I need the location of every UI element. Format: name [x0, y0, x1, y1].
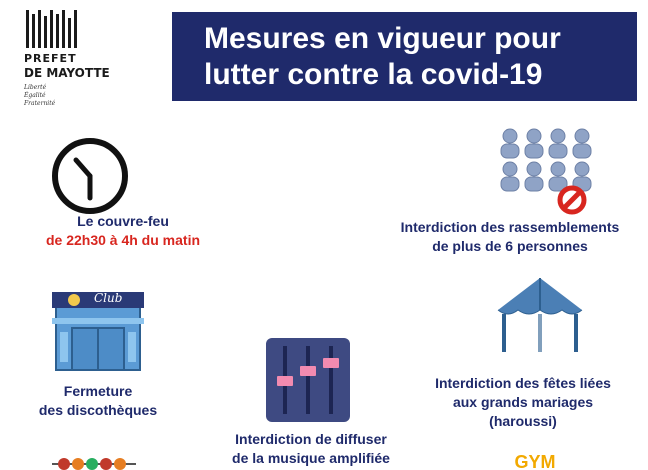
prefecture-logo	[24, 8, 164, 118]
title-line1: Mesures en vigueur pour	[204, 21, 561, 55]
logo-motto-1: Liberté	[24, 84, 47, 91]
weddings-line1: Interdiction des fêtes liées	[435, 375, 611, 391]
discos-line2: des discothèques	[38, 402, 158, 418]
gym-icon	[498, 452, 572, 470]
music-line2: de la musique amplifiée	[232, 450, 390, 466]
gatherings-caption	[372, 218, 648, 256]
mixer-icon	[266, 338, 350, 422]
title-line2: lutter contre la covid-19	[204, 57, 543, 91]
logo-motto-3: Fraternité	[24, 100, 56, 107]
curfew-caption	[0, 212, 246, 250]
discos-caption	[0, 382, 196, 420]
weddings-line2: aux grands mariages	[452, 394, 594, 410]
logo-line2: DE MAYOTTE	[24, 66, 110, 80]
curfew-line2: de 22h30 à 4h du matin	[45, 232, 201, 248]
crowd-forbidden-icon	[496, 124, 598, 216]
discos-line1: Fermeture	[63, 383, 133, 399]
music-line1: Interdiction de diffuser	[235, 431, 387, 447]
marianne-emblem-icon	[24, 8, 84, 50]
club-sign: Club	[94, 291, 123, 305]
music-caption	[196, 430, 426, 468]
weddings-line3: (haroussi)	[489, 413, 557, 429]
clock-icon	[50, 136, 130, 216]
gatherings-line2: de plus de 6 personnes	[432, 238, 588, 254]
nightclub-icon	[48, 282, 148, 372]
weddings-caption	[410, 374, 636, 431]
barbecue-skewer-icon	[52, 454, 136, 470]
page-title	[172, 12, 637, 101]
tent-icon	[494, 274, 586, 354]
logo-line1: PREFET	[24, 52, 77, 65]
gym-label: GYM	[514, 452, 556, 470]
gatherings-line1: Interdiction des rassemblements	[400, 219, 620, 235]
logo-motto-2: Égalité	[24, 92, 46, 99]
curfew-line1: Le couvre-feu	[77, 213, 169, 229]
